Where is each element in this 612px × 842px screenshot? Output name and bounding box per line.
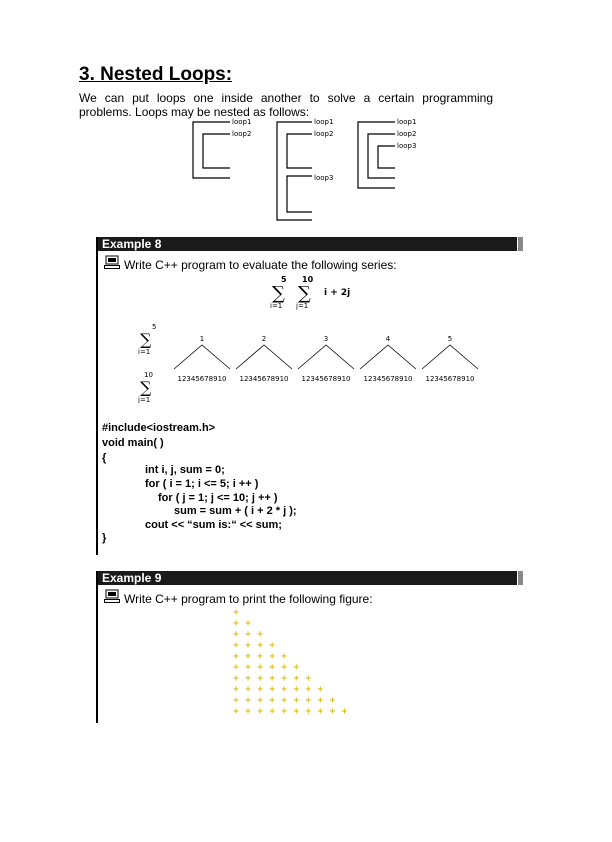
tree-leaves-4: 12345678910: [363, 375, 413, 383]
outer-sum-upper: 5: [281, 275, 287, 284]
fig3-loop3-label: loop3: [397, 142, 417, 150]
figure-row-5: + + + + +: [233, 651, 288, 662]
example-9-header: [98, 571, 523, 585]
fig1-loop2-label: loop2: [232, 130, 252, 138]
example-9-box: [96, 571, 523, 723]
fig2-loop1-label: loop1: [314, 118, 334, 126]
figure-row-2: + +: [233, 618, 252, 629]
figure-row-4: + + + +: [233, 640, 276, 651]
tree-inner-lower: j=1: [138, 396, 151, 403]
fig2-loop2-label: loop2: [314, 130, 334, 138]
computer-icon: [104, 589, 120, 603]
tree-leaves-3: 12345678910: [301, 375, 351, 383]
inner-sum-lower: j=1: [296, 302, 309, 310]
tree-inner-upper: 10: [144, 371, 153, 379]
fig2-loop3-label: loop3: [314, 174, 334, 182]
inner-sum-upper: 10: [302, 275, 314, 284]
tree-node-1: 1: [199, 335, 205, 343]
code-line-5: for ( i = 1; i <= 5; i ++ ): [145, 478, 259, 490]
tree-outer-upper: 5: [152, 323, 157, 331]
example-8-header: [98, 237, 523, 251]
figure-row-7: + + + + + + +: [233, 673, 312, 684]
fig3-loop1-label: loop1: [397, 118, 417, 126]
figure-row-1: +: [233, 607, 240, 618]
inner-sigma: ∑: [298, 283, 311, 304]
fig3-loop2-label: loop2: [397, 130, 417, 138]
tree-node-2: 2: [261, 335, 267, 343]
tree-leaves-5: 12345678910: [425, 375, 475, 383]
tree-node-3: 3: [323, 335, 329, 343]
code-line-8: cout << “sum is:“ << sum;: [145, 519, 282, 531]
figure-row-6: + + + + + +: [233, 662, 300, 673]
figure-row-10: + + + + + + + + + +: [233, 706, 348, 717]
intro-paragraph: We can put loops one inside another to solve a certain programming problems. Loops may be nested as follows:: [79, 91, 493, 119]
figure-row-8: + + + + + + + +: [233, 684, 324, 695]
figure-row-9: + + + + + + + + +: [233, 695, 336, 706]
outer-sum-lower: i=1: [270, 302, 283, 310]
code-line-3: {: [102, 452, 107, 464]
tree-node-5: 5: [447, 335, 453, 343]
tree-outer-lower: i=1: [138, 348, 151, 356]
example-8-header-label: Example 8: [102, 237, 162, 251]
tree-inner-sigma: ∑: [140, 378, 152, 397]
figure-row-3: + + +: [233, 629, 264, 640]
tree-node-4: 4: [385, 335, 391, 343]
fig1-loop1-label: loop1: [232, 118, 252, 126]
example-9-task: Write C++ program to print the following figure:: [124, 592, 373, 606]
code-line-6: for ( j = 1; j <= 10; j ++ ): [158, 492, 278, 504]
code-line-9: }: [102, 532, 107, 544]
outer-sigma: ∑: [272, 283, 285, 304]
nested-loops-diagram: [190, 116, 430, 224]
tree-leaves-1: 12345678910: [177, 375, 227, 383]
section-title: 3. Nested Loops:: [79, 64, 233, 85]
header-endcap: [517, 237, 523, 251]
header-endcap: [517, 571, 523, 585]
code-line-2: void main( ): [102, 437, 164, 449]
example-8-task: Write C++ program to evaluate the following series:: [124, 258, 397, 272]
computer-icon: [104, 255, 120, 269]
series-formula: [266, 274, 366, 314]
example-9-header-label: Example 9: [102, 571, 162, 585]
loop-tree-diagram: [136, 323, 486, 403]
series-expression: i + 2j: [324, 288, 351, 298]
tree-leaves-2: 12345678910: [239, 375, 289, 383]
code-line-1: #include<iostream.h>: [102, 422, 216, 434]
tree-outer-sigma: ∑: [140, 330, 152, 349]
code-line-4: int i, j, sum = 0;: [145, 464, 225, 476]
example-8-box: [96, 237, 523, 555]
code-line-7: sum = sum + ( i + 2 * j );: [174, 505, 297, 517]
